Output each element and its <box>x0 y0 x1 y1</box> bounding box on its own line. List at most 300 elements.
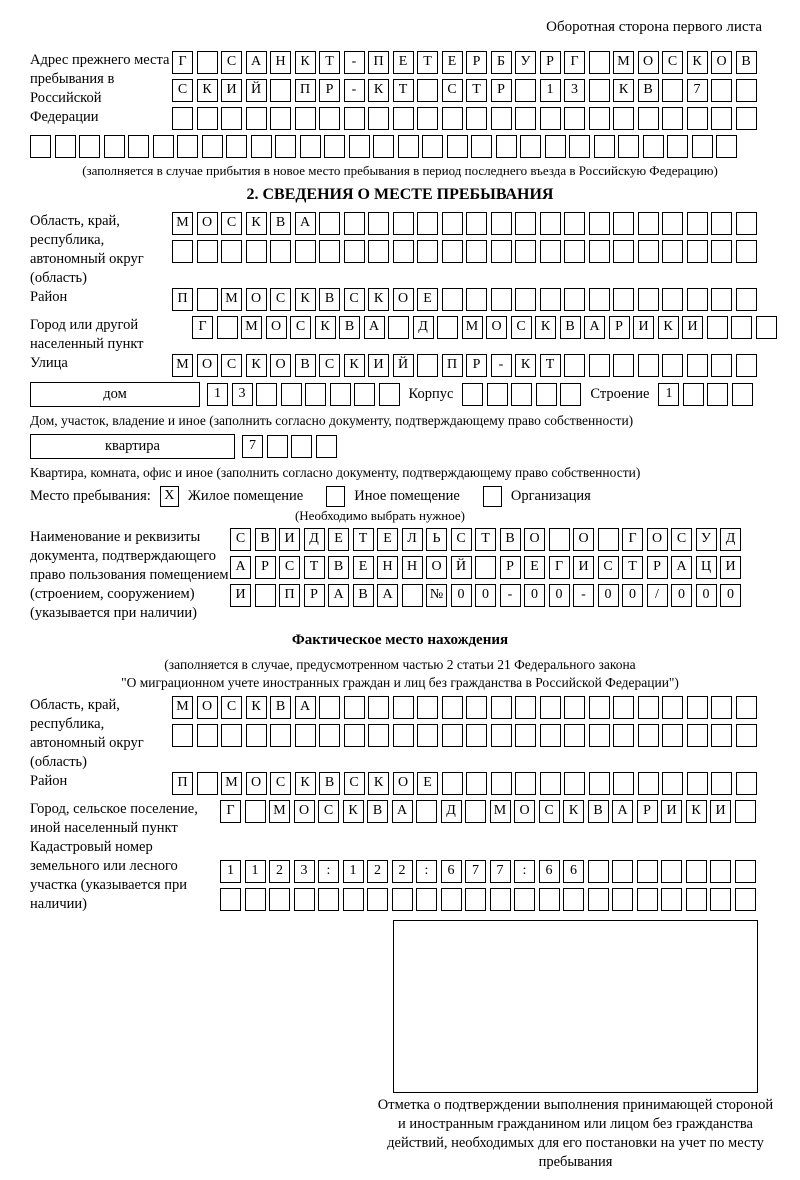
char-cell[interactable]: Н <box>402 556 423 579</box>
char-cell[interactable] <box>251 135 272 158</box>
char-cell[interactable] <box>638 212 659 235</box>
char-cell[interactable] <box>466 240 487 263</box>
char-cell[interactable]: А <box>295 696 316 719</box>
char-cell[interactable] <box>491 212 512 235</box>
char-cell[interactable] <box>736 240 757 263</box>
char-cell[interactable]: 2 <box>367 860 388 883</box>
char-cell[interactable]: Н <box>270 51 291 74</box>
char-cell[interactable]: В <box>367 800 388 823</box>
char-cell[interactable] <box>662 772 683 795</box>
char-cell[interactable]: 1 <box>540 79 561 102</box>
char-cell[interactable]: Е <box>377 528 398 551</box>
char-cell[interactable] <box>202 135 223 158</box>
char-cell[interactable]: К <box>295 288 316 311</box>
char-cell[interactable]: Р <box>255 556 276 579</box>
char-cell[interactable]: О <box>197 696 218 719</box>
char-cell[interactable] <box>613 772 634 795</box>
char-cell[interactable] <box>422 135 443 158</box>
char-cell[interactable]: С <box>598 556 619 579</box>
char-cell[interactable] <box>442 212 463 235</box>
char-cell[interactable]: И <box>279 528 300 551</box>
char-cell[interactable] <box>491 696 512 719</box>
char-cell[interactable] <box>540 724 561 747</box>
char-cell[interactable] <box>563 888 584 911</box>
char-cell[interactable] <box>465 800 486 823</box>
char-cell[interactable]: С <box>270 772 291 795</box>
char-cell[interactable]: О <box>270 354 291 377</box>
char-cell[interactable] <box>491 240 512 263</box>
char-cell[interactable]: 0 <box>475 584 496 607</box>
char-cell[interactable]: О <box>393 288 414 311</box>
char-cell[interactable]: О <box>246 772 267 795</box>
char-cell[interactable]: А <box>671 556 692 579</box>
char-cell[interactable] <box>687 696 708 719</box>
char-cell[interactable] <box>344 212 365 235</box>
char-cell[interactable] <box>662 79 683 102</box>
char-cell[interactable] <box>613 212 634 235</box>
char-cell[interactable] <box>515 212 536 235</box>
char-cell[interactable]: С <box>172 79 193 102</box>
char-cell[interactable] <box>197 288 218 311</box>
char-cell[interactable] <box>393 724 414 747</box>
char-cell[interactable]: И <box>368 354 389 377</box>
char-cell[interactable] <box>466 107 487 130</box>
char-cell[interactable] <box>379 383 400 406</box>
char-cell[interactable] <box>736 724 757 747</box>
char-cell[interactable]: А <box>612 800 633 823</box>
char-cell[interactable]: 7 <box>490 860 511 883</box>
char-cell[interactable]: О <box>246 288 267 311</box>
char-cell[interactable] <box>637 888 658 911</box>
char-cell[interactable] <box>417 212 438 235</box>
char-cell[interactable]: Ь <box>426 528 447 551</box>
char-cell[interactable] <box>736 354 757 377</box>
char-cell[interactable]: П <box>279 584 300 607</box>
char-cell[interactable]: П <box>442 354 463 377</box>
char-cell[interactable] <box>367 888 388 911</box>
char-cell[interactable]: Т <box>319 51 340 74</box>
char-cell[interactable] <box>295 107 316 130</box>
char-cell[interactable]: С <box>442 79 463 102</box>
char-cell[interactable]: И <box>720 556 741 579</box>
char-cell[interactable]: С <box>221 212 242 235</box>
char-cell[interactable] <box>686 860 707 883</box>
char-cell[interactable] <box>515 107 536 130</box>
char-cell[interactable] <box>368 696 389 719</box>
char-cell[interactable]: 0 <box>549 584 570 607</box>
char-cell[interactable] <box>662 724 683 747</box>
char-cell[interactable]: А <box>392 800 413 823</box>
char-cell[interactable]: М <box>613 51 634 74</box>
char-cell[interactable] <box>442 724 463 747</box>
char-cell[interactable]: Т <box>475 528 496 551</box>
char-cell[interactable]: Г <box>622 528 643 551</box>
char-cell[interactable]: 0 <box>524 584 545 607</box>
char-cell[interactable]: С <box>511 316 532 339</box>
char-cell[interactable] <box>226 135 247 158</box>
char-cell[interactable]: 1 <box>220 860 241 883</box>
char-cell[interactable] <box>756 316 777 339</box>
char-cell[interactable] <box>589 288 610 311</box>
char-cell[interactable] <box>275 135 296 158</box>
char-cell[interactable] <box>294 888 315 911</box>
char-cell[interactable] <box>344 107 365 130</box>
char-cell[interactable] <box>319 696 340 719</box>
char-cell[interactable]: М <box>269 800 290 823</box>
char-cell[interactable]: И <box>661 800 682 823</box>
char-cell[interactable] <box>540 107 561 130</box>
char-cell[interactable] <box>416 800 437 823</box>
char-cell[interactable]: В <box>270 696 291 719</box>
char-cell[interactable] <box>638 240 659 263</box>
char-cell[interactable]: 0 <box>720 584 741 607</box>
char-cell[interactable] <box>662 288 683 311</box>
char-cell[interactable]: К <box>563 800 584 823</box>
char-cell[interactable] <box>514 888 535 911</box>
char-cell[interactable]: Ц <box>696 556 717 579</box>
char-cell[interactable] <box>221 107 242 130</box>
char-cell[interactable] <box>613 724 634 747</box>
char-cell[interactable]: С <box>344 772 365 795</box>
char-cell[interactable] <box>613 107 634 130</box>
char-cell[interactable] <box>687 724 708 747</box>
char-cell[interactable]: Б <box>491 51 512 74</box>
char-cell[interactable] <box>442 240 463 263</box>
char-cell[interactable] <box>564 354 585 377</box>
char-cell[interactable]: Г <box>220 800 241 823</box>
char-cell[interactable]: 0 <box>696 584 717 607</box>
char-cell[interactable] <box>368 724 389 747</box>
char-cell[interactable]: П <box>172 772 193 795</box>
char-cell[interactable] <box>589 772 610 795</box>
char-cell[interactable] <box>300 135 321 158</box>
char-cell[interactable]: Е <box>353 556 374 579</box>
char-cell[interactable] <box>220 888 241 911</box>
char-cell[interactable] <box>442 772 463 795</box>
char-cell[interactable] <box>491 288 512 311</box>
char-cell[interactable] <box>330 383 351 406</box>
char-cell[interactable] <box>270 724 291 747</box>
house-type-box[interactable]: дом <box>30 382 200 407</box>
char-cell[interactable] <box>687 772 708 795</box>
char-cell[interactable]: К <box>343 800 364 823</box>
char-cell[interactable]: А <box>377 584 398 607</box>
char-cell[interactable]: В <box>339 316 360 339</box>
char-cell[interactable]: / <box>647 584 668 607</box>
char-cell[interactable] <box>246 240 267 263</box>
char-cell[interactable] <box>736 79 757 102</box>
char-cell[interactable]: С <box>539 800 560 823</box>
char-cell[interactable]: М <box>172 354 193 377</box>
char-cell[interactable]: А <box>328 584 349 607</box>
char-cell[interactable] <box>707 316 728 339</box>
char-cell[interactable] <box>613 354 634 377</box>
char-cell[interactable] <box>667 135 688 158</box>
char-cell[interactable]: : <box>318 860 339 883</box>
char-cell[interactable] <box>661 860 682 883</box>
char-cell[interactable]: Е <box>417 772 438 795</box>
char-cell[interactable] <box>270 79 291 102</box>
char-cell[interactable]: 3 <box>294 860 315 883</box>
char-cell[interactable]: В <box>353 584 374 607</box>
char-cell[interactable] <box>344 696 365 719</box>
char-cell[interactable]: Р <box>609 316 630 339</box>
char-cell[interactable]: С <box>279 556 300 579</box>
char-cell[interactable] <box>267 435 288 458</box>
char-cell[interactable] <box>589 107 610 130</box>
char-cell[interactable]: О <box>647 528 668 551</box>
char-cell[interactable] <box>153 135 174 158</box>
char-cell[interactable] <box>281 383 302 406</box>
char-cell[interactable] <box>687 354 708 377</box>
char-cell[interactable]: 3 <box>564 79 585 102</box>
char-cell[interactable] <box>246 724 267 747</box>
char-cell[interactable] <box>246 107 267 130</box>
char-cell[interactable] <box>491 107 512 130</box>
char-cell[interactable]: К <box>197 79 218 102</box>
char-cell[interactable] <box>319 240 340 263</box>
char-cell[interactable] <box>349 135 370 158</box>
char-cell[interactable] <box>442 288 463 311</box>
char-cell[interactable]: И <box>633 316 654 339</box>
char-cell[interactable]: С <box>290 316 311 339</box>
char-cell[interactable] <box>638 107 659 130</box>
char-cell[interactable]: В <box>588 800 609 823</box>
char-cell[interactable] <box>707 383 728 406</box>
char-cell[interactable] <box>711 772 732 795</box>
char-cell[interactable] <box>245 888 266 911</box>
char-cell[interactable]: А <box>584 316 605 339</box>
char-cell[interactable]: В <box>328 556 349 579</box>
char-cell[interactable] <box>736 288 757 311</box>
char-cell[interactable] <box>564 696 585 719</box>
char-cell[interactable] <box>520 135 541 158</box>
char-cell[interactable]: 0 <box>451 584 472 607</box>
char-cell[interactable] <box>291 435 312 458</box>
char-cell[interactable]: С <box>221 51 242 74</box>
char-cell[interactable] <box>710 860 731 883</box>
char-cell[interactable]: С <box>318 800 339 823</box>
char-cell[interactable] <box>221 240 242 263</box>
char-cell[interactable]: У <box>515 51 536 74</box>
char-cell[interactable] <box>589 51 610 74</box>
char-cell[interactable] <box>392 888 413 911</box>
char-cell[interactable] <box>711 354 732 377</box>
char-cell[interactable]: К <box>246 354 267 377</box>
char-cell[interactable] <box>319 212 340 235</box>
char-cell[interactable]: С <box>230 528 251 551</box>
char-cell[interactable]: И <box>682 316 703 339</box>
char-cell[interactable] <box>638 724 659 747</box>
char-cell[interactable] <box>716 135 737 158</box>
char-cell[interactable]: Р <box>466 354 487 377</box>
char-cell[interactable]: М <box>172 696 193 719</box>
char-cell[interactable] <box>441 888 462 911</box>
char-cell[interactable]: И <box>710 800 731 823</box>
char-cell[interactable]: 7 <box>687 79 708 102</box>
char-cell[interactable]: 2 <box>269 860 290 883</box>
char-cell[interactable] <box>662 240 683 263</box>
char-cell[interactable]: Д <box>304 528 325 551</box>
char-cell[interactable]: В <box>319 772 340 795</box>
char-cell[interactable] <box>711 212 732 235</box>
char-cell[interactable] <box>736 107 757 130</box>
char-cell[interactable] <box>638 354 659 377</box>
char-cell[interactable]: О <box>266 316 287 339</box>
char-cell[interactable] <box>638 288 659 311</box>
char-cell[interactable]: В <box>500 528 521 551</box>
char-cell[interactable] <box>618 135 639 158</box>
char-cell[interactable] <box>731 316 752 339</box>
char-cell[interactable] <box>465 888 486 911</box>
char-cell[interactable] <box>564 107 585 130</box>
char-cell[interactable] <box>172 107 193 130</box>
char-cell[interactable] <box>393 240 414 263</box>
char-cell[interactable] <box>515 772 536 795</box>
char-cell[interactable] <box>417 107 438 130</box>
char-cell[interactable] <box>613 696 634 719</box>
char-cell[interactable] <box>515 696 536 719</box>
char-cell[interactable]: Г <box>549 556 570 579</box>
char-cell[interactable]: Т <box>393 79 414 102</box>
char-cell[interactable] <box>319 107 340 130</box>
char-cell[interactable]: О <box>573 528 594 551</box>
char-cell[interactable] <box>589 79 610 102</box>
char-cell[interactable] <box>270 107 291 130</box>
char-cell[interactable] <box>79 135 100 158</box>
char-cell[interactable]: О <box>197 212 218 235</box>
char-cell[interactable] <box>711 724 732 747</box>
char-cell[interactable] <box>104 135 125 158</box>
char-cell[interactable] <box>540 240 561 263</box>
char-cell[interactable]: М <box>462 316 483 339</box>
char-cell[interactable] <box>687 107 708 130</box>
char-cell[interactable] <box>589 240 610 263</box>
char-cell[interactable]: Й <box>451 556 472 579</box>
char-cell[interactable] <box>711 288 732 311</box>
apartment-type-box[interactable]: квартира <box>30 434 235 459</box>
char-cell[interactable]: Р <box>637 800 658 823</box>
char-cell[interactable] <box>515 79 536 102</box>
char-cell[interactable] <box>221 724 242 747</box>
char-cell[interactable]: К <box>246 212 267 235</box>
char-cell[interactable] <box>55 135 76 158</box>
char-cell[interactable] <box>368 107 389 130</box>
char-cell[interactable] <box>270 240 291 263</box>
char-cell[interactable] <box>735 860 756 883</box>
char-cell[interactable] <box>491 724 512 747</box>
char-cell[interactable] <box>569 135 590 158</box>
char-cell[interactable] <box>417 724 438 747</box>
char-cell[interactable]: 7 <box>465 860 486 883</box>
char-cell[interactable] <box>511 383 532 406</box>
char-cell[interactable]: Д <box>720 528 741 551</box>
char-cell[interactable] <box>732 383 753 406</box>
char-cell[interactable] <box>662 696 683 719</box>
char-cell[interactable]: Г <box>192 316 213 339</box>
char-cell[interactable]: К <box>295 51 316 74</box>
char-cell[interactable] <box>30 135 51 158</box>
char-cell[interactable]: Р <box>466 51 487 74</box>
char-cell[interactable]: 7 <box>242 435 263 458</box>
char-cell[interactable] <box>735 888 756 911</box>
char-cell[interactable]: К <box>658 316 679 339</box>
char-cell[interactable] <box>638 772 659 795</box>
char-cell[interactable] <box>662 107 683 130</box>
checkbox-other-premises[interactable] <box>326 486 345 507</box>
char-cell[interactable] <box>496 135 517 158</box>
char-cell[interactable]: 0 <box>622 584 643 607</box>
char-cell[interactable]: Е <box>417 288 438 311</box>
char-cell[interactable]: О <box>711 51 732 74</box>
char-cell[interactable] <box>318 888 339 911</box>
char-cell[interactable] <box>417 354 438 377</box>
char-cell[interactable]: С <box>221 696 242 719</box>
char-cell[interactable]: Т <box>540 354 561 377</box>
char-cell[interactable] <box>442 696 463 719</box>
char-cell[interactable] <box>711 696 732 719</box>
char-cell[interactable] <box>402 584 423 607</box>
char-cell[interactable]: 3 <box>232 383 253 406</box>
char-cell[interactable] <box>343 888 364 911</box>
char-cell[interactable]: Е <box>524 556 545 579</box>
char-cell[interactable]: Д <box>441 800 462 823</box>
char-cell[interactable] <box>437 316 458 339</box>
char-cell[interactable] <box>172 240 193 263</box>
char-cell[interactable] <box>638 696 659 719</box>
char-cell[interactable]: 6 <box>441 860 462 883</box>
char-cell[interactable] <box>393 107 414 130</box>
char-cell[interactable]: С <box>270 288 291 311</box>
char-cell[interactable] <box>417 240 438 263</box>
char-cell[interactable]: К <box>368 288 389 311</box>
char-cell[interactable] <box>197 240 218 263</box>
char-cell[interactable] <box>466 772 487 795</box>
char-cell[interactable]: 0 <box>598 584 619 607</box>
char-cell[interactable]: И <box>573 556 594 579</box>
char-cell[interactable] <box>515 288 536 311</box>
char-cell[interactable]: - <box>573 584 594 607</box>
char-cell[interactable] <box>564 724 585 747</box>
char-cell[interactable]: О <box>426 556 447 579</box>
char-cell[interactable] <box>295 724 316 747</box>
char-cell[interactable]: Т <box>417 51 438 74</box>
char-cell[interactable]: К <box>687 51 708 74</box>
char-cell[interactable]: Л <box>402 528 423 551</box>
char-cell[interactable]: Р <box>304 584 325 607</box>
char-cell[interactable] <box>295 240 316 263</box>
char-cell[interactable] <box>539 888 560 911</box>
char-cell[interactable] <box>687 288 708 311</box>
char-cell[interactable]: А <box>230 556 251 579</box>
char-cell[interactable]: Й <box>246 79 267 102</box>
char-cell[interactable] <box>393 212 414 235</box>
char-cell[interactable]: Р <box>647 556 668 579</box>
char-cell[interactable]: С <box>662 51 683 74</box>
char-cell[interactable]: К <box>535 316 556 339</box>
char-cell[interactable]: С <box>671 528 692 551</box>
char-cell[interactable] <box>564 288 585 311</box>
char-cell[interactable]: В <box>638 79 659 102</box>
char-cell[interactable]: Г <box>564 51 585 74</box>
char-cell[interactable] <box>589 354 610 377</box>
char-cell[interactable]: Т <box>622 556 643 579</box>
char-cell[interactable] <box>686 888 707 911</box>
char-cell[interactable]: В <box>255 528 276 551</box>
char-cell[interactable]: К <box>368 772 389 795</box>
char-cell[interactable] <box>735 800 756 823</box>
char-cell[interactable]: - <box>491 354 512 377</box>
